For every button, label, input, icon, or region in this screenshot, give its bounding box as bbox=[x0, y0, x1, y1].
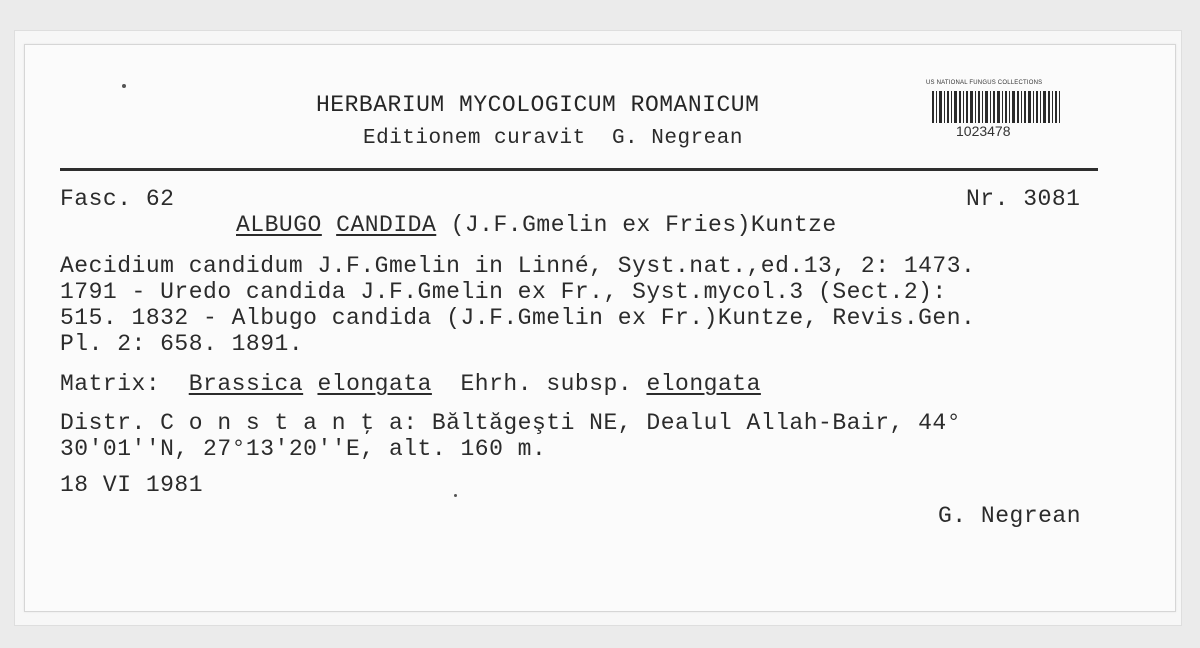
matrix-species: elongata bbox=[317, 371, 432, 397]
species-authority: (J.F.Gmelin ex Fries)Kuntze bbox=[450, 212, 837, 238]
synonymy-line: Pl. 2: 658. 1891. bbox=[60, 331, 304, 357]
barcode-icon bbox=[932, 91, 1060, 123]
exsiccata-number: Nr. 3081 bbox=[966, 186, 1081, 212]
matrix-subspecies: elongata bbox=[646, 371, 761, 397]
barcode-caption: US NATIONAL FUNGUS COLLECTIONS bbox=[926, 80, 1043, 86]
synonymy-line: 1791 - Uredo candida J.F.Gmelin ex Fr., Syst.mycol.3 (Sect.2): bbox=[60, 279, 947, 305]
collection-date: 18 VI 1981 bbox=[60, 472, 204, 498]
synonymy-line: Aecidium candidum J.F.Gmelin in Linné, Syst.nat.,ed.13, 2: 1473. bbox=[60, 253, 976, 279]
specimen-barcode bbox=[926, 80, 1068, 142]
matrix-line bbox=[60, 371, 761, 397]
paper-speck bbox=[122, 84, 126, 88]
label-title: HERBARIUM MYCOLOGICUM ROMANICUM bbox=[316, 92, 760, 118]
barcode-number: 1023478 bbox=[956, 123, 1011, 139]
species-genus: ALBUGO bbox=[236, 212, 322, 238]
collector-name: G. Negrean bbox=[938, 503, 1082, 529]
matrix-author: Ehrh. subsp. bbox=[460, 371, 633, 397]
distribution-line: 30'01''N, 27°13'20''E, alt. 160 m. bbox=[60, 436, 547, 462]
distribution-line: Distr. C o n s t a n ţ a: Băltăgeşti NE, Dealul Allah-Bair, 44° bbox=[60, 410, 962, 436]
synonymy-line: 515. 1832 - Albugo candida (J.F.Gmelin ex Fr.)Kuntze, Revis.Gen. bbox=[60, 305, 976, 331]
matrix-genus: Brassica bbox=[188, 371, 304, 397]
matrix-label: Matrix: bbox=[60, 371, 161, 397]
label-editor-line: Editionem curavit G. Negrean bbox=[363, 127, 743, 150]
paper-speck bbox=[454, 494, 457, 497]
species-epithet: CANDIDA bbox=[336, 212, 437, 238]
header-divider bbox=[60, 168, 1098, 171]
species-name bbox=[236, 212, 837, 238]
fascicle-number: Fasc. 62 bbox=[60, 186, 175, 212]
